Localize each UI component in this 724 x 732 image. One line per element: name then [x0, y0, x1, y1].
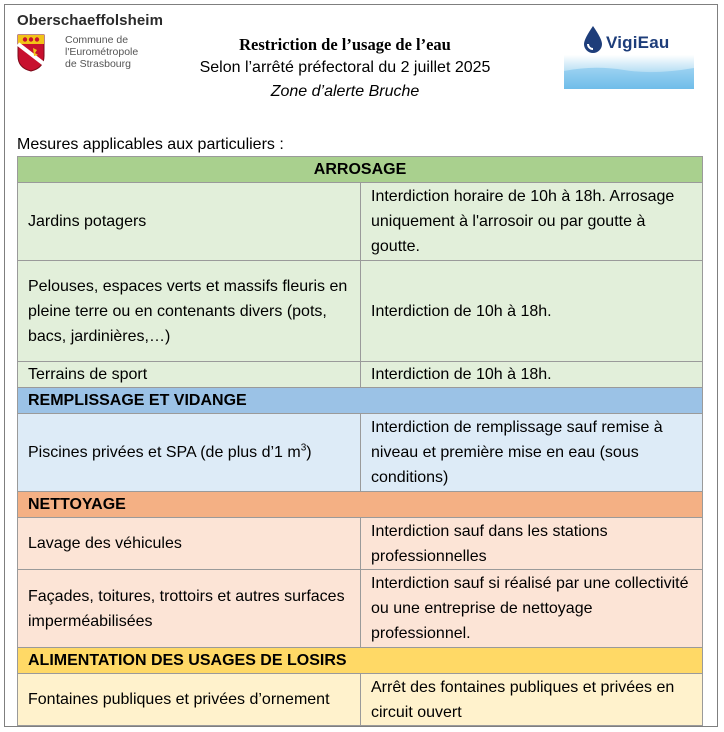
water-drop-icon: [582, 25, 604, 55]
alert-zone: Zone d’alerte Bruche: [270, 83, 420, 100]
section-title: NETTOYAGE: [18, 492, 703, 518]
usage-cell: [18, 414, 361, 492]
section-title: REMPLISSAGE ET VIDANGE: [18, 388, 703, 414]
usage-cell: Pelouses, espaces verts et massifs fleuris en pleine terre ou en contenants divers (pots, bacs, jardinières,…): [18, 261, 361, 362]
title-block: [160, 34, 530, 104]
town-branding: [17, 12, 164, 70]
table-row: [18, 261, 703, 362]
page-title: Restriction de l’usage de l’eau: [239, 35, 451, 54]
measure-cell: Interdiction de 10h à 18h.: [361, 362, 703, 388]
usage-cell: Lavage des véhicules: [18, 518, 361, 570]
section-header-arrosage: [18, 157, 703, 183]
measure-cell: Interdiction de remplissage sauf remise à niveau et première mise en eau (sous conditions): [361, 414, 703, 492]
section-header-remplissage: [18, 388, 703, 414]
section-title: ALIMENTATION DES USAGES DE LOSIRS: [18, 648, 703, 674]
town-name: Oberschaeffolsheim: [17, 12, 164, 29]
table-row: [18, 570, 703, 648]
usage-cell: Façades, toitures, trottoirs et autres surfaces imperméabilisées: [18, 570, 361, 648]
usage-cell: Fontaines publiques et privées d’ornement: [18, 674, 361, 726]
measure-cell: Interdiction sauf dans les stations professionnelles: [361, 518, 703, 570]
measure-cell: Interdiction horaire de 10h à 18h. Arrosage uniquement à l'arrosoir ou par goutte à goutte.: [361, 183, 703, 261]
measure-cell: Interdiction de 10h à 18h.: [361, 261, 703, 362]
usage-text: Piscines privées et SPA (de plus d’1 m: [28, 444, 301, 461]
intro-text: Mesures applicables aux particuliers :: [17, 136, 284, 153]
commune-line: l'Eurométropole: [65, 46, 139, 58]
coat-of-arms-icon: [17, 34, 45, 72]
commune-caption: [65, 34, 175, 70]
decree-subtitle: Selon l’arrêté préfectoral du 2 juillet 2025: [199, 59, 491, 76]
table-row: [18, 183, 703, 261]
measure-cell: Interdiction sauf si réalisé par une collectivité ou une entreprise de nettoyage professionnel.: [361, 570, 703, 648]
commune-line: de Strasbourg: [65, 58, 131, 70]
usage-text: ): [306, 444, 312, 461]
usage-cell: Jardins potagers: [18, 183, 361, 261]
vigieau-label: VigiEau: [606, 33, 670, 52]
section-header-nettoyage: [18, 492, 703, 518]
section-header-alimentation: [18, 648, 703, 674]
table-row: [18, 518, 703, 570]
usage-cell: Terrains de sport: [18, 362, 361, 388]
vigieau-logo: [564, 13, 694, 89]
superscript: 3: [300, 442, 307, 454]
table-row: [18, 414, 703, 492]
table-row: [18, 674, 703, 726]
measure-cell: Arrêt des fontaines publiques et privées en circuit ouvert: [361, 674, 703, 726]
table-row: [18, 362, 703, 388]
commune-line: Commune de: [65, 34, 129, 46]
section-title: ARROSAGE: [18, 157, 703, 183]
measures-table: [17, 156, 703, 726]
